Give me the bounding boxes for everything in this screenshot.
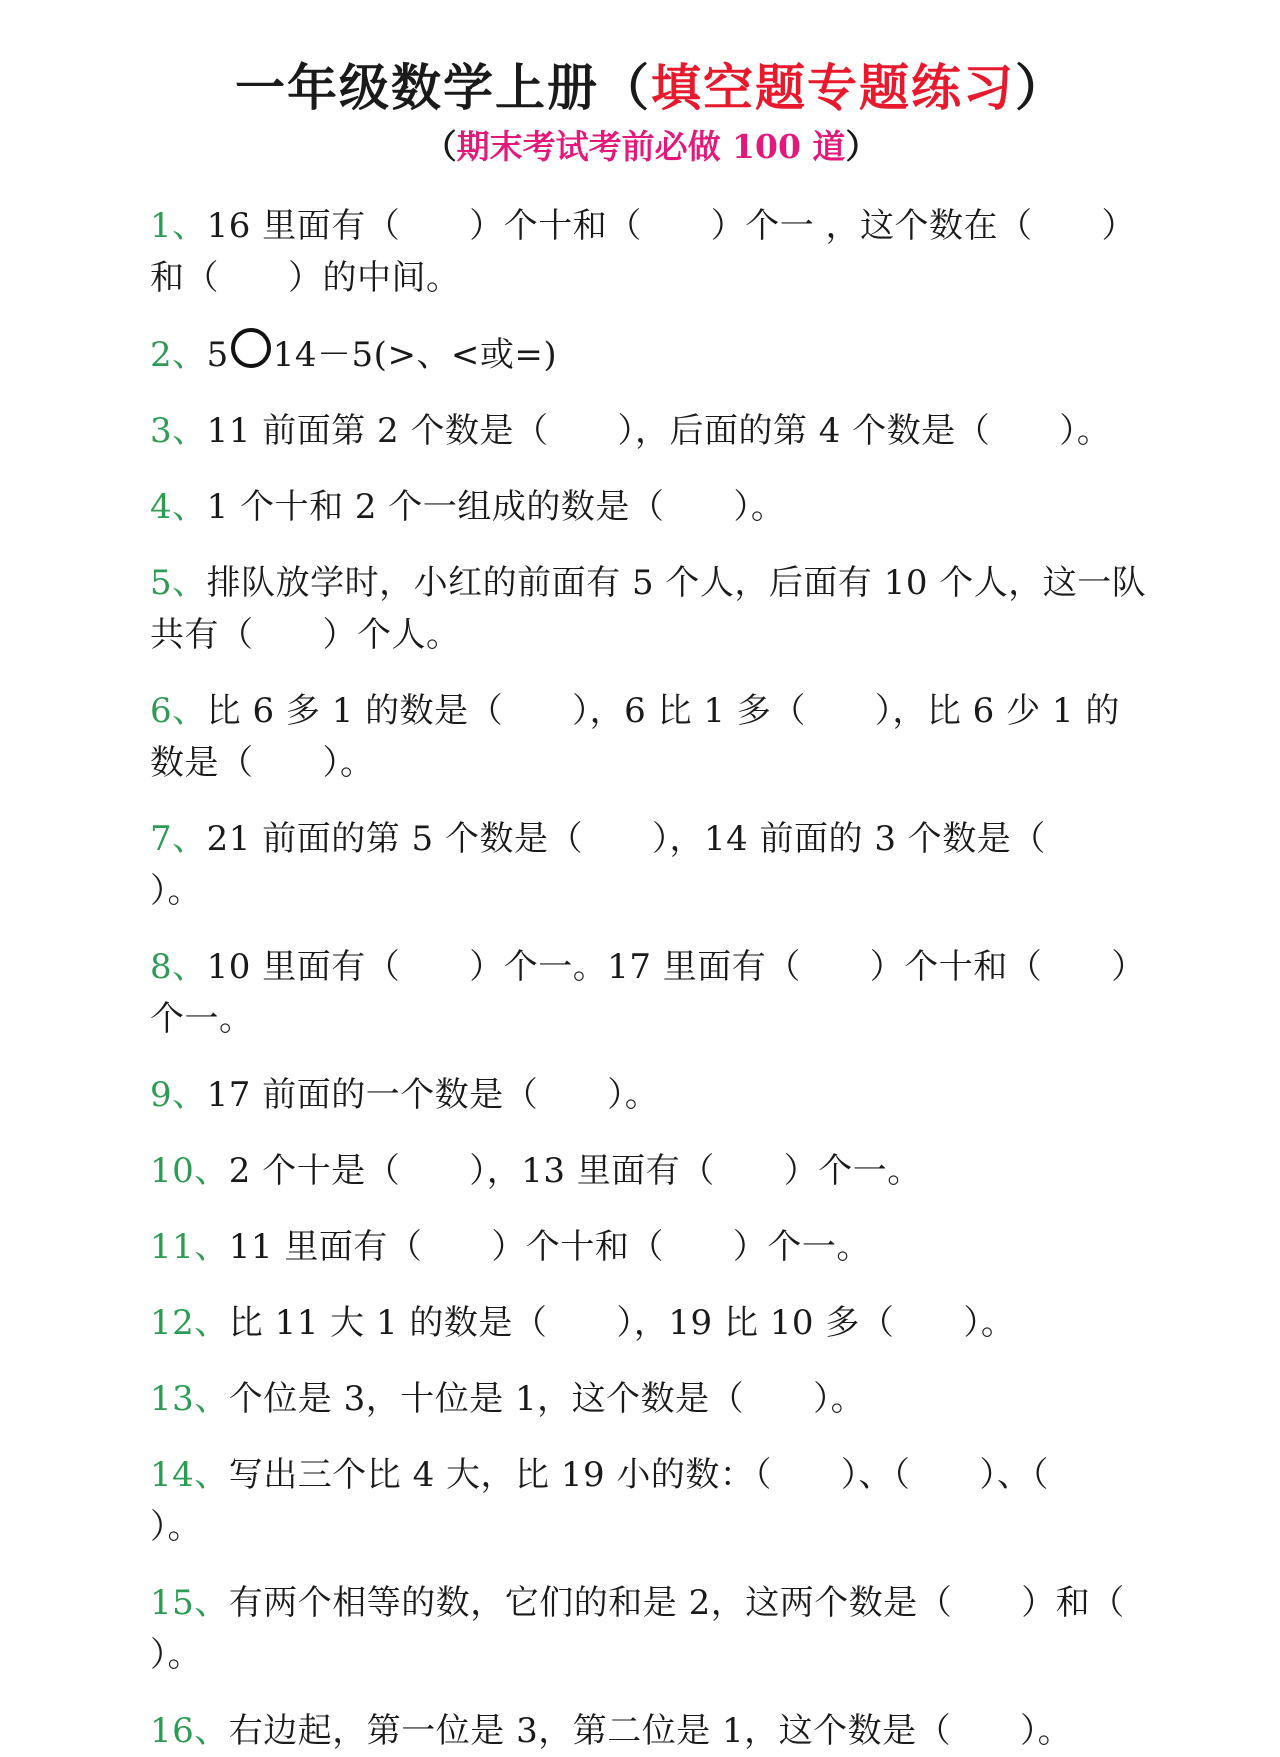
question-text: 比 6 多 1 的数是（ ），6 比 1 多（ ），比 6 少 1 的数是（ ）。 [150, 691, 1120, 783]
question-separator: 、 [194, 1711, 229, 1751]
question-5 [150, 557, 1152, 661]
question-text: 右边起，第一位是 3，第二位是 1，这个数是（ ）。 [228, 1711, 1073, 1751]
question-text: 11 里面有（ ）个十和（ ）个一。 [228, 1227, 871, 1267]
question-4 [150, 481, 1152, 533]
question-16 [150, 1705, 1152, 1757]
question-list [150, 200, 1194, 1757]
question-text: 有两个相等的数，它们的和是 2，这两个数是（ ）和（ ）。 [150, 1583, 1194, 1675]
question-text: 2 个十是（ ），13 里面有（ ）个一。 [228, 1151, 922, 1191]
subtitle-open: （ [423, 127, 457, 166]
compare-circle-icon [231, 328, 271, 368]
question-separator: 、 [194, 1227, 229, 1267]
question-1 [150, 200, 1152, 304]
title-suffix: ） [1015, 58, 1067, 117]
question-8 [150, 941, 1152, 1045]
question-number: 12 [150, 1303, 195, 1343]
question-separator: 、 [194, 1583, 229, 1623]
title-highlight: 填空题专题练习 [651, 58, 1015, 117]
question-text: 写出三个比 4 大，比 19 小的数：（ ）、（ ）、（ ）。 [150, 1455, 1118, 1547]
question-text: 16 里面有（ ）个十和（ ）个一 ，这个数在（ ）和（ ）的中间。 [150, 206, 1137, 298]
question-text: 排队放学时，小红的前面有 5 个人，后面有 10 个人，这一队共有（ ）个人。 [150, 563, 1147, 655]
page-subtitle [150, 124, 1152, 170]
question-2 [150, 328, 1152, 381]
page-title [150, 52, 1152, 124]
question-separator: 、 [194, 1455, 229, 1495]
question-text: 11 前面第 2 个数是（ ），后面的第 4 个数是（ ）。 [206, 411, 1112, 451]
question-separator: 、 [194, 1379, 229, 1419]
question-text: 10 里面有（ ）个一。17 里面有（ ）个十和（ ）个一。 [150, 947, 1146, 1039]
question-text-after: 14－5(>、<或=) [272, 335, 558, 375]
question-separator: 、 [172, 206, 207, 246]
question-number: 16 [150, 1711, 195, 1751]
question-text: 个位是 3，十位是 1，这个数是（ ）。 [228, 1379, 866, 1419]
question-separator: 、 [172, 691, 207, 731]
question-separator: 、 [194, 1303, 229, 1343]
question-separator: 、 [172, 819, 207, 859]
question-number: 4 [150, 487, 173, 527]
question-6 [150, 685, 1152, 789]
question-13 [150, 1373, 1152, 1425]
question-number: 8 [150, 947, 173, 987]
question-10 [150, 1145, 1152, 1197]
question-number: 5 [150, 563, 173, 603]
question-number: 7 [150, 819, 173, 859]
question-11 [150, 1221, 1152, 1273]
question-number: 3 [150, 411, 173, 451]
title-prefix: 一年级数学上册（ [235, 58, 651, 117]
question-number: 14 [150, 1455, 195, 1495]
question-number: 10 [150, 1151, 195, 1191]
question-number: 9 [150, 1075, 173, 1115]
question-separator: 、 [172, 563, 207, 603]
question-3 [150, 405, 1152, 457]
question-12 [150, 1297, 1152, 1349]
question-number: 6 [150, 691, 173, 731]
question-14 [150, 1449, 1152, 1553]
question-number: 13 [150, 1379, 195, 1419]
question-number: 2 [150, 335, 173, 375]
subtitle-close: ） [845, 127, 879, 166]
question-text-before: 5 [206, 335, 229, 375]
question-9 [150, 1069, 1152, 1121]
subtitle-highlight: 期末考试考前必做 100 道 [456, 127, 846, 166]
question-number: 11 [150, 1227, 195, 1267]
question-text: 21 前面的第 5 个数是（ ），14 前面的 3 个数是（ ）。 [150, 819, 1115, 911]
question-7 [150, 813, 1152, 917]
question-separator: 、 [194, 1151, 229, 1191]
question-separator: 、 [172, 947, 207, 987]
question-separator: 、 [172, 1075, 207, 1115]
question-text: 17 前面的一个数是（ ）。 [206, 1075, 660, 1115]
question-text: 比 11 大 1 的数是（ ），19 比 10 多（ ）。 [228, 1303, 1016, 1343]
question-separator: 、 [172, 487, 207, 527]
question-separator: 、 [172, 411, 207, 451]
question-number: 1 [150, 206, 173, 246]
question-15 [150, 1577, 1194, 1681]
question-separator: 、 [172, 335, 207, 375]
question-number: 15 [150, 1583, 195, 1623]
question-text: 1 个十和 2 个一组成的数是（ ）。 [206, 487, 786, 527]
